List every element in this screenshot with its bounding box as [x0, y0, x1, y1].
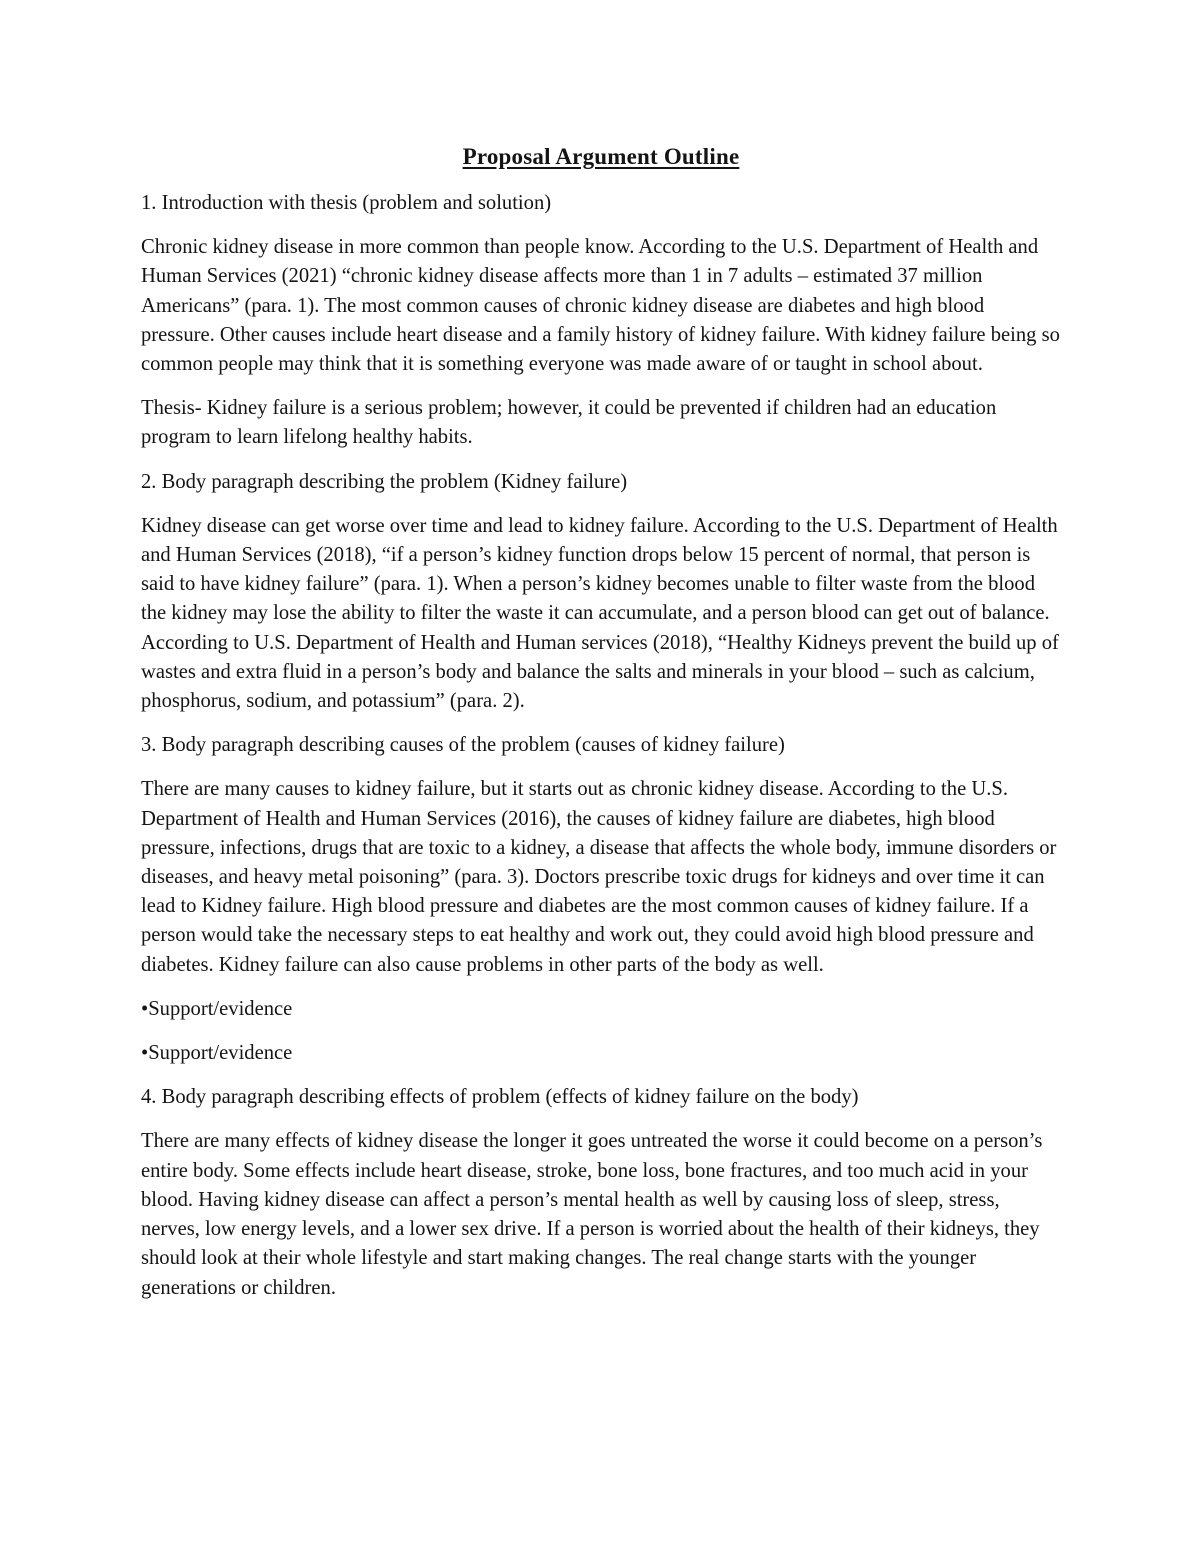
introduction-paragraph: Chronic kidney disease in more common than people know. According to the U.S. Department of Health and Human Services (2021) “chronic kidney disease affects more than 1 in 7 adults – estimated 37 million Americans” (para. 1). The most common causes of chronic kidney disease are diabetes and high blood pressure. Other causes include heart disease and a family history of kidney failure. With kidney failure being so common people may think that it is something everyone was made aware of or taught in school about. — [141, 236, 1060, 376]
causes-paragraph: There are many causes to kidney failure, but it starts out as chronic kidney disease. According to the U.S. Department of Health and Human Services (2016), the causes of kidney failure are diabetes, high blood pressure, infections, drugs that are toxic to a kidney, a disease that affects the whole body, immune disorders or diseases, and heavy metal poisoning” (para. 3). Doctors prescribe toxic drugs for kidneys and over time it can lead to Kidney failure. High blood pressure and diabetes are the most common causes of kidney failure. If a person would take the necessary steps to eat healthy and work out, they could avoid high blood pressure and diabetes. Kidney failure can also cause problems in other parts of the body as well. — [141, 778, 1057, 976]
support-evidence-bullet-1: •Support/evidence — [141, 997, 293, 1020]
support-evidence-bullet-2: •Support/evidence — [141, 1042, 293, 1065]
section-heading-problem: 2. Body paragraph describing the problem (Kidney failure) — [141, 470, 628, 493]
problem-paragraph: Kidney disease can get worse over time and lead to kidney failure. According to the U.S. Department of Health and Human Services (2018), “if a person’s kidney function drops below 15 percent of normal, that person is said to have kidney failure” (para. 1). When a person’s kidney becomes unable to filter waste from the blood the kidney may lose the ability to filter the waste it can accumulate, and a person blood can get out of balance. According to U.S. Department of Health and Human services (2018), “Healthy Kidneys prevent the build up of wastes and extra fluid in a person’s body and balance the salts and minerals in your blood – such as calcium, phosphorus, sodium, and potassium” (para. 2). — [141, 514, 1059, 713]
section-heading-introduction: 1. Introduction with thesis (problem and solution) — [141, 192, 552, 214]
document-page — [141, 140, 1061, 1318]
document-title: Proposal Argument Outline — [462, 144, 740, 169]
effects-paragraph: There are many effects of kidney disease the longer it goes untreated the worse it could become on a person’s entire body. Some effects include heart disease, stroke, bone loss, bone fractures, and too much acid in your blood. Having kidney disease can affect a person’s mental health as well by causing loss of sleep, stress, nerves, low energy levels, and a lower sex drive. If a person is worried about the health of their kidneys, they should look at their whole lifestyle and start making changes. The real change starts with the younger generations or children. — [141, 1130, 1043, 1299]
section-heading-causes: 3. Body paragraph describing causes of the problem (causes of kidney failure) — [141, 734, 785, 757]
thesis-statement: Thesis- Kidney failure is a serious problem; however, it could be prevented if children had an education program to learn lifelong healthy habits. — [141, 397, 997, 449]
section-heading-effects: 4. Body paragraph describing effects of problem (effects of kidney failure on the body) — [141, 1086, 859, 1109]
